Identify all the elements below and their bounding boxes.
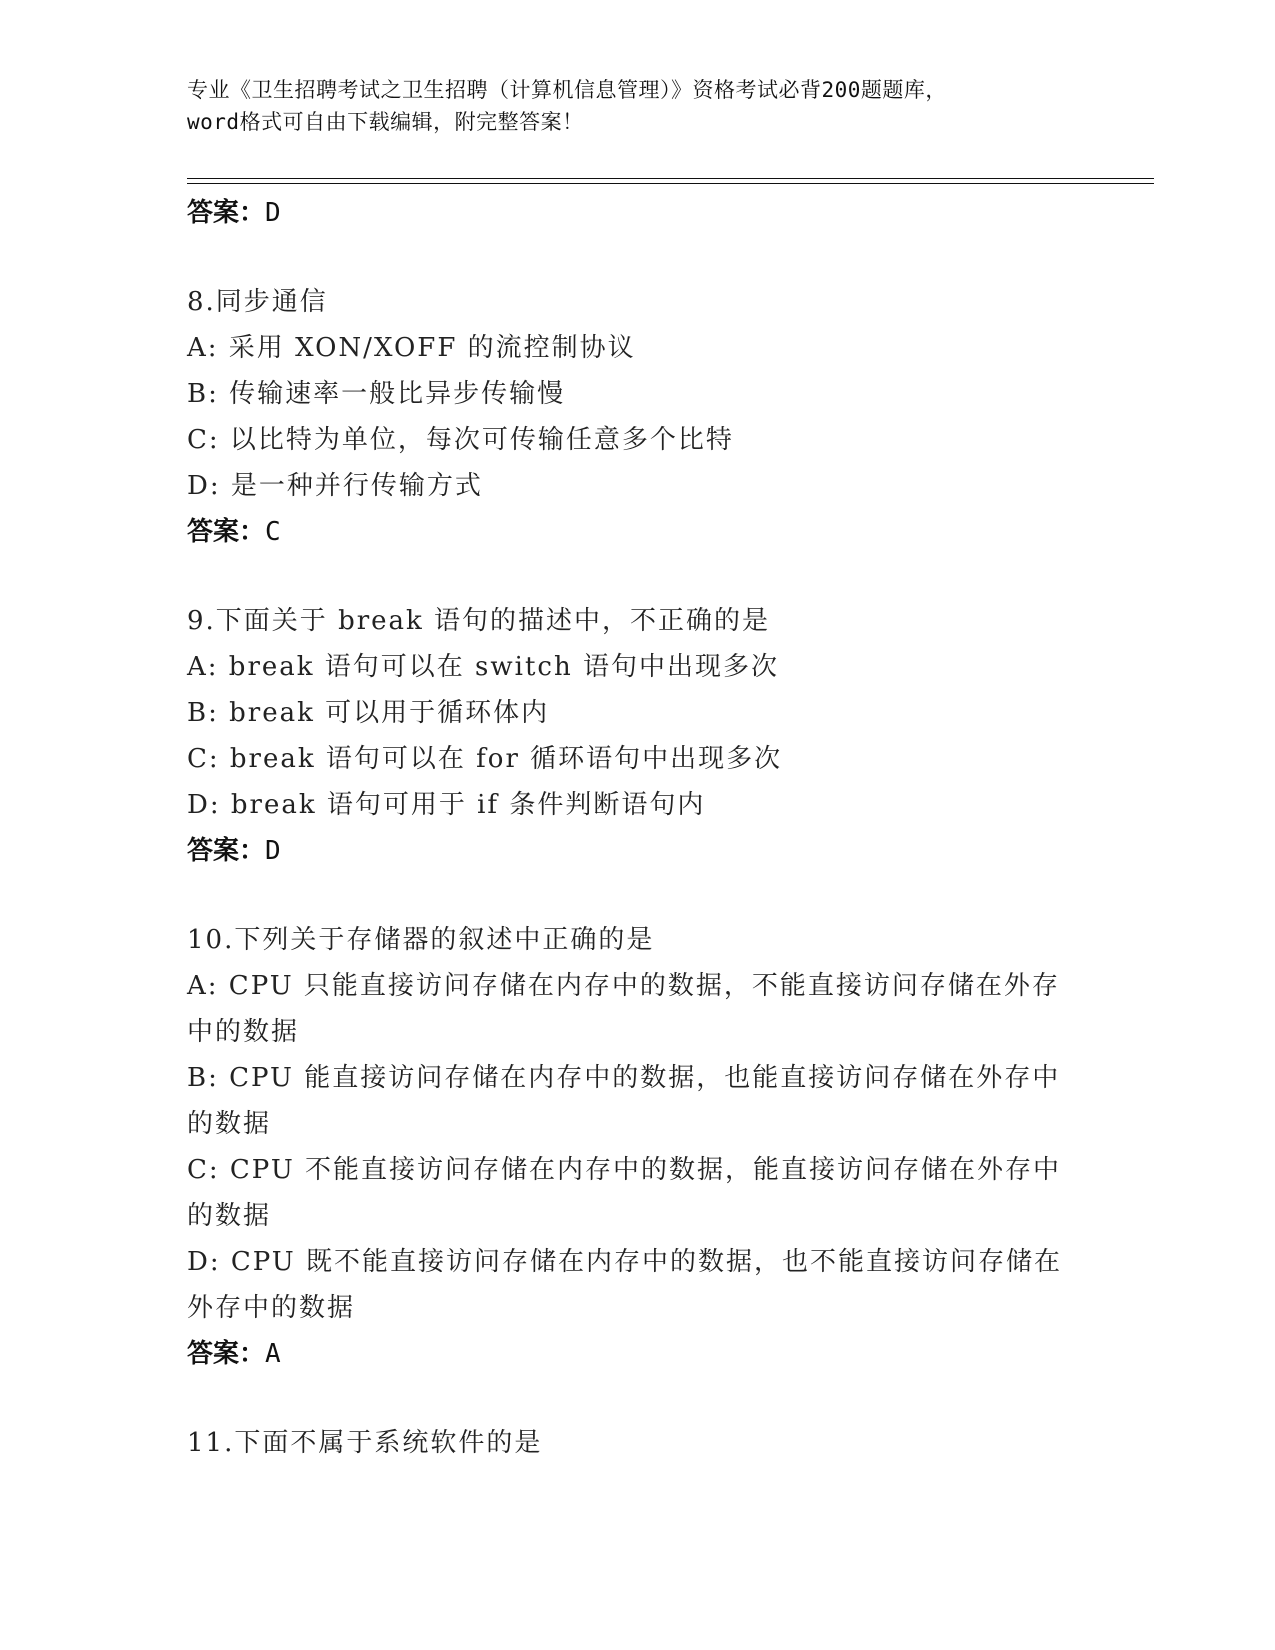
document-header — [187, 74, 1087, 138]
header-divider-bottom — [187, 183, 1154, 184]
question-text: 8.同步通信 — [187, 287, 328, 317]
answer-label: 答案： — [187, 1339, 266, 1369]
answer-value: D — [265, 198, 281, 228]
answer-7 — [187, 190, 1087, 236]
question-11 — [187, 1420, 1087, 1466]
question-8 — [187, 279, 1087, 555]
option-c: C: CPU 不能直接访问存储在内存中的数据，能直接访问存储在外存中的数据 — [187, 1155, 1062, 1231]
option-a: A: 采用 XON/XOFF 的流控制协议 — [187, 333, 636, 363]
header-divider-top — [187, 178, 1154, 179]
question-9 — [187, 598, 1087, 874]
answer-label: 答案： — [187, 198, 266, 228]
option-b: B: break 可以用于循环体内 — [187, 698, 550, 728]
option-b: B: 传输速率一般比异步传输慢 — [187, 379, 566, 409]
option-d: D: 是一种并行传输方式 — [187, 471, 483, 501]
answer-9 — [187, 828, 1087, 874]
question-text: 11.下面不属于系统软件的是 — [187, 1428, 543, 1458]
option-b: B: CPU 能直接访问存储在内存中的数据，也能直接访问存储在外存中的数据 — [187, 1063, 1061, 1139]
header-line-1: 专业《卫生招聘考试之卫生招聘（计算机信息管理）》资格考试必背200题题库， — [187, 78, 947, 102]
header-line-2: word格式可自由下载编辑，附完整答案！ — [187, 110, 584, 134]
option-a: A: CPU 只能直接访问存储在内存中的数据，不能直接访问存储在外存中的数据 — [187, 971, 1060, 1047]
spacer — [187, 1377, 1087, 1420]
answer-8 — [187, 509, 1087, 555]
question-text: 10.下列关于存储器的叙述中正确的是 — [187, 925, 655, 955]
answer-value: D — [265, 836, 281, 866]
option-d: D: CPU 既不能直接访问存储在内存中的数据，也不能直接访问存储在外存中的数据 — [187, 1247, 1062, 1323]
spacer — [187, 236, 1087, 279]
question-10 — [187, 917, 1087, 1377]
question-text: 9.下面关于 break 语句的描述中，不正确的是 — [187, 606, 771, 636]
option-c: C: break 语句可以在 for 循环语句中出现多次 — [187, 744, 783, 774]
spacer — [187, 874, 1087, 917]
answer-value: C — [265, 517, 281, 547]
answer-label: 答案： — [187, 517, 266, 547]
option-c: C: 以比特为单位，每次可传输任意多个比特 — [187, 425, 734, 455]
option-d: D: break 语句可用于 if 条件判断语句内 — [187, 790, 706, 820]
answer-value: A — [265, 1339, 281, 1369]
question-list — [187, 190, 1087, 1466]
spacer — [187, 555, 1087, 598]
answer-10 — [187, 1331, 1087, 1377]
option-a: A: break 语句可以在 switch 语句中出现多次 — [187, 652, 779, 682]
answer-label: 答案： — [187, 836, 266, 866]
